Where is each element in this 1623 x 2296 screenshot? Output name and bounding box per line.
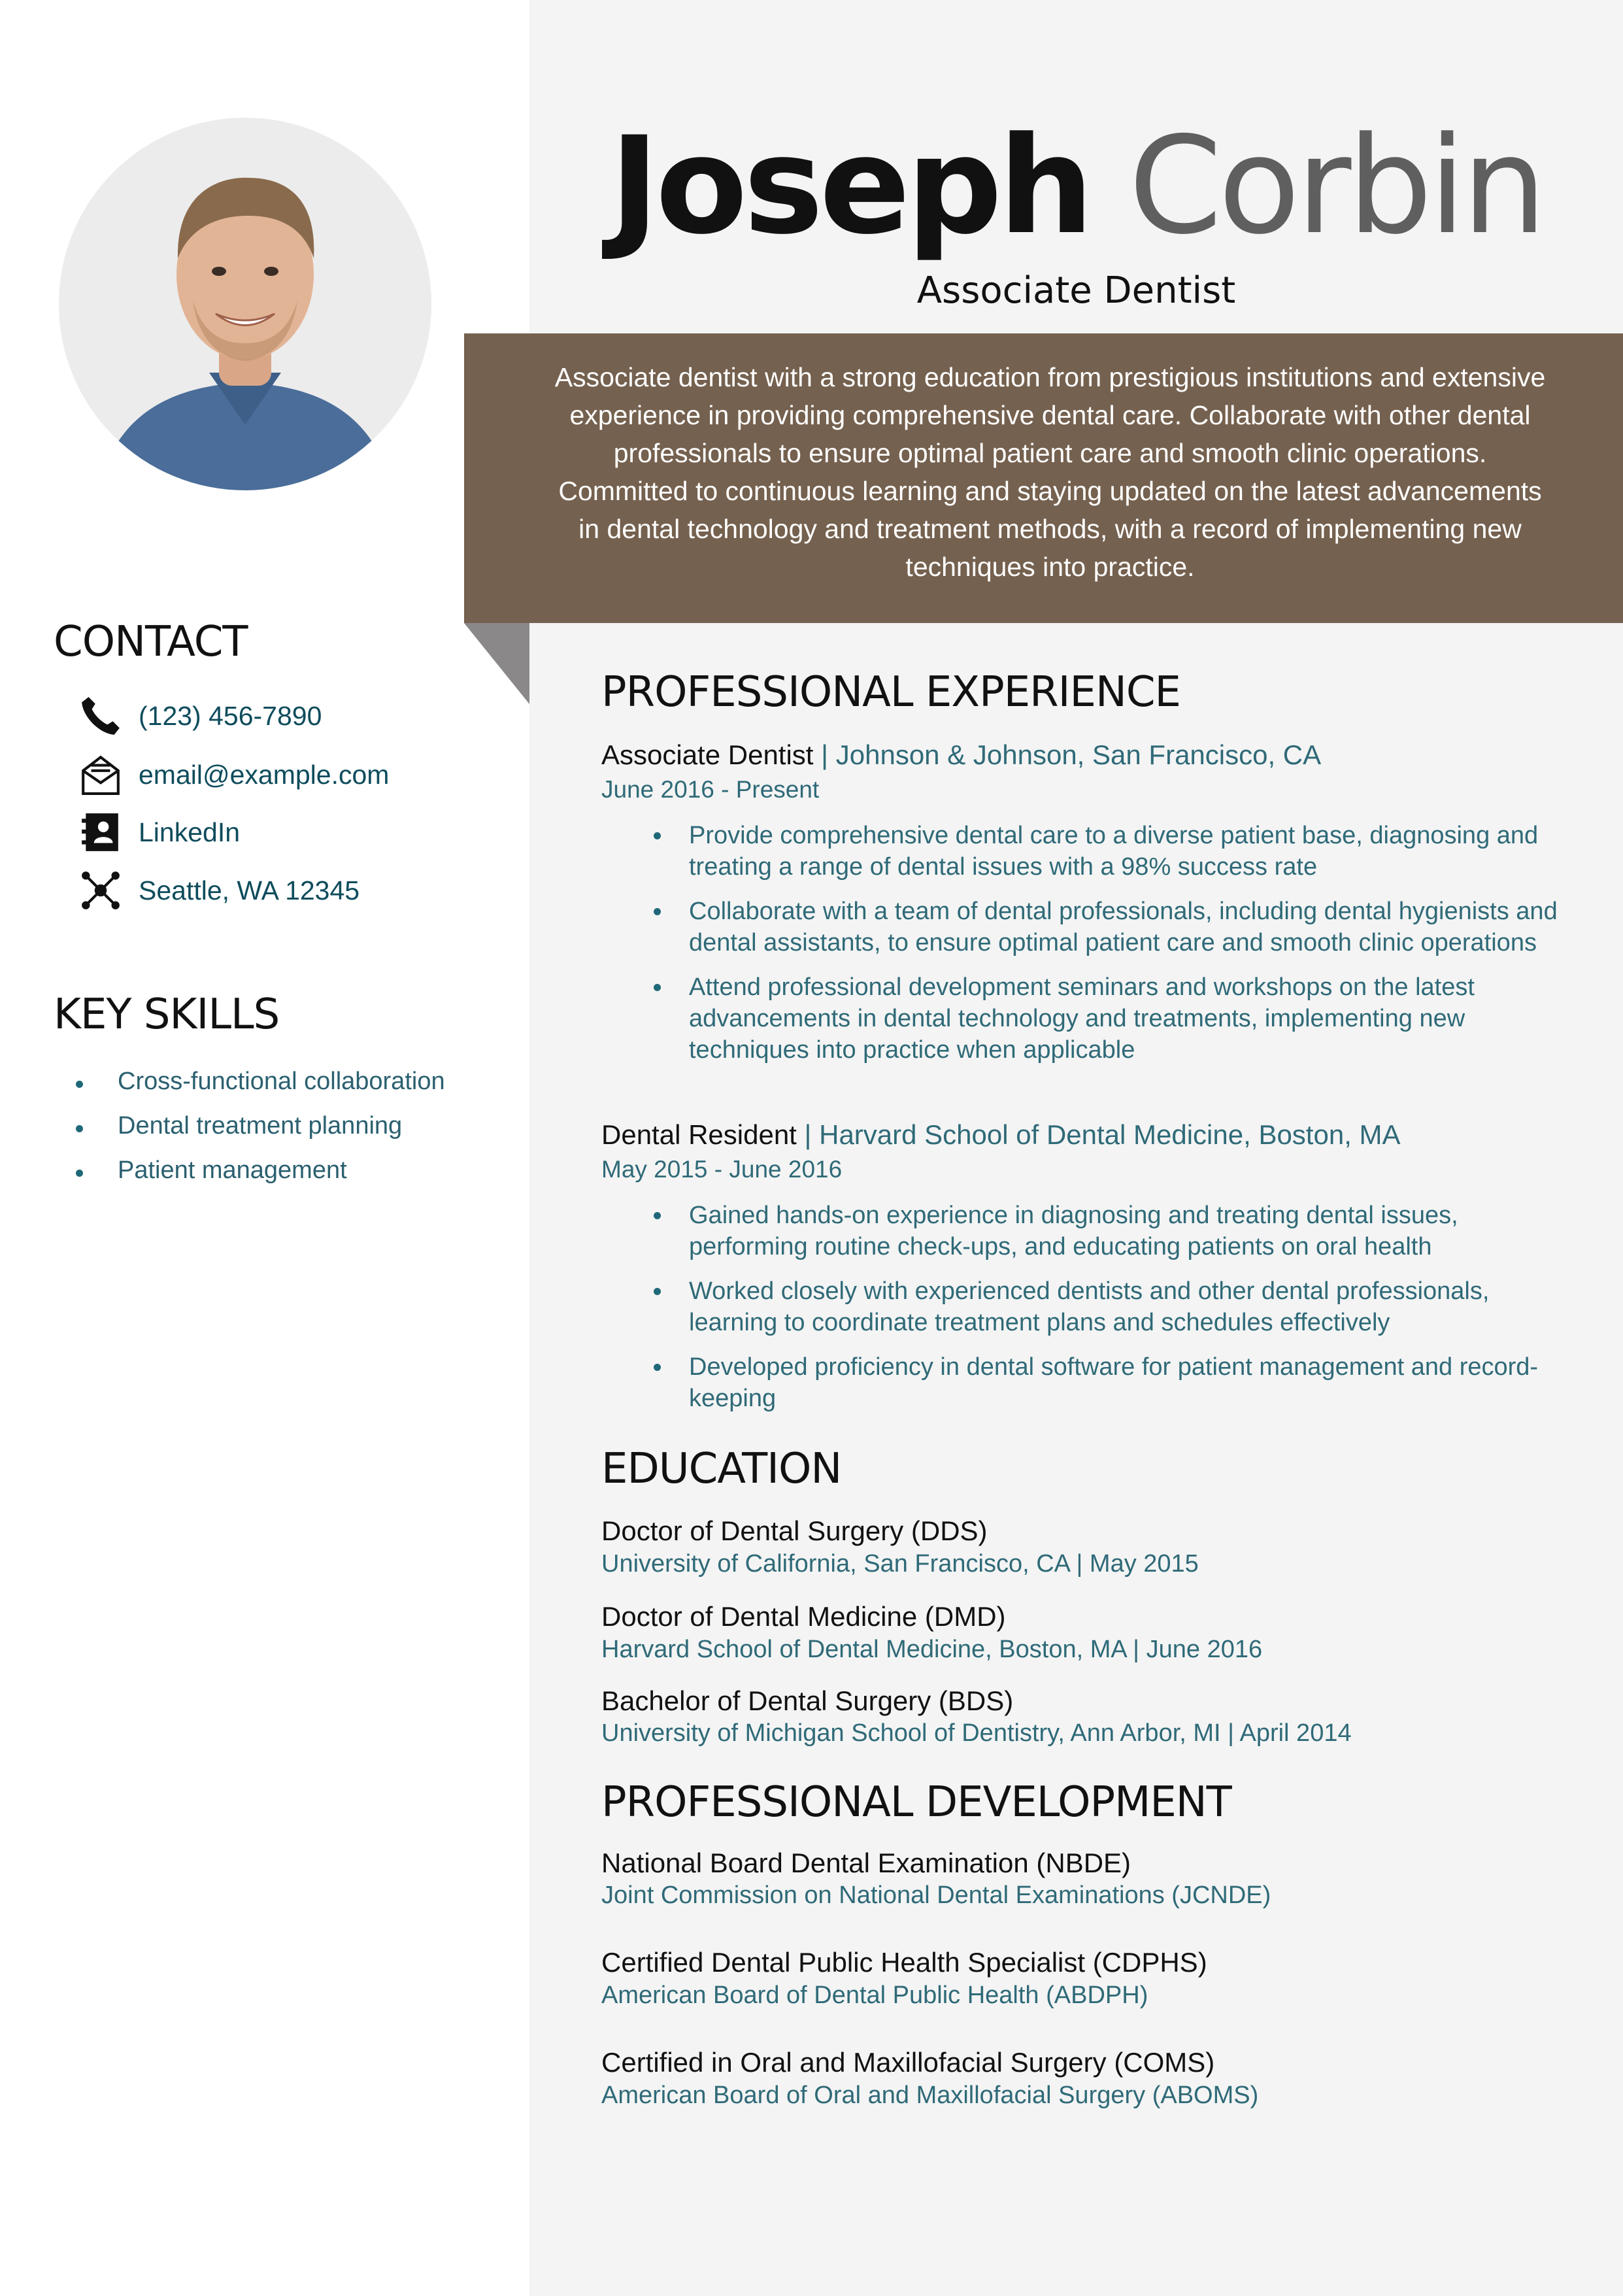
bullet-item: Provide comprehensive dental care to a diverse patient base, diagnosing and treating a range of dental issues with a 98% success rate (601, 820, 1582, 883)
certification-org: American Board of Dental Public Health (ABDPH) (601, 1982, 1148, 2009)
phone-text: (123) 456-7890 (139, 700, 322, 731)
job-role: Associate Dentist (601, 739, 814, 770)
profile-photo (59, 118, 431, 490)
skills-heading: KEY SKILLS (54, 990, 280, 1039)
education-heading: EDUCATION (601, 1445, 842, 1493)
network-icon (77, 867, 124, 914)
job-dates: May 2015 - June 2016 (601, 1156, 843, 1183)
education-degree: Doctor of Dental Medicine (DMD) (601, 1601, 1006, 1632)
job-bullets (601, 1200, 1582, 1427)
summary-band (464, 333, 1623, 623)
envelope-icon (77, 751, 124, 798)
contact-linkedin[interactable] (77, 806, 240, 858)
contact-location[interactable] (77, 864, 360, 917)
job-dates: June 2016 - Present (601, 776, 820, 803)
bullet-item: Worked closely with experienced dentists and other dental professionals, learning to coordinate treatment plans and schedules effectively (601, 1275, 1582, 1338)
name-heading (529, 111, 1623, 262)
job-title-line (601, 737, 1321, 773)
education-degree: Bachelor of Dental Surgery (BDS) (601, 1685, 1014, 1716)
email-text: email@example.com (139, 759, 390, 790)
skill-item: Patient management (77, 1156, 347, 1185)
last-name: Corbin (1128, 109, 1543, 264)
education-degree: Doctor of Dental Surgery (DDS) (601, 1515, 988, 1546)
phone-icon (77, 692, 124, 739)
bullet-item: Attend professional development seminars and workshops on the latest advancements in dental technology and treatments, implementing new techniques into practice when applicable (601, 971, 1582, 1066)
experience-heading: PROFESSIONAL EXPERIENCE (601, 668, 1180, 717)
education-detail: University of California, San Francisco, CA | May 2015 (601, 1550, 1199, 1578)
job-title-line (601, 1117, 1401, 1153)
bullet-item: Collaborate with a team of dental professionals, including dental hygienists and dental assistants, to ensure optimal patient care and smooth clinic operations (601, 896, 1582, 958)
certification-org: American Board of Oral and Maxillofacial Surgery (ABOMS) (601, 2082, 1259, 2109)
job-role: Dental Resident (601, 1119, 797, 1150)
job-bullets (601, 820, 1582, 1079)
education-detail: University of Michigan School of Dentistry, Ann Arbor, MI | April 2014 (601, 1719, 1352, 1747)
linkedin-text: LinkedIn (139, 817, 241, 847)
certification-title: Certified in Oral and Maxillofacial Surgery (COMS) (601, 2047, 1215, 2078)
first-name: Joseph (609, 109, 1090, 264)
contact-email[interactable] (77, 749, 389, 801)
job-org: Johnson & Johnson, San Francisco, CA (835, 739, 1322, 770)
contact-card-icon (77, 809, 124, 856)
education-detail: Harvard School of Dental Medicine, Boston, MA | June 2016 (601, 1636, 1263, 1663)
separator: | (804, 1119, 812, 1150)
ribbon-fold (464, 623, 529, 704)
contact-phone[interactable] (77, 690, 322, 742)
location-text: Seattle, WA 12345 (139, 875, 360, 905)
bullet-item: Gained hands-on experience in diagnosing and treating dental issues, performing routine check-ups, and educating patients on oral health (601, 1200, 1582, 1262)
contact-heading: CONTACT (54, 618, 248, 666)
certification-org: Joint Commission on National Dental Examinations (JCNDE) (601, 1882, 1271, 1909)
job-title: Associate Dentist (916, 269, 1236, 312)
separator: | (821, 739, 829, 770)
development-heading: PROFESSIONAL DEVELOPMENT (601, 1778, 1231, 1827)
skill-item: Dental treatment planning (77, 1112, 402, 1140)
summary-text: Associate dentist with a strong education from prestigious institutions and extensive experience in providing comprehensive dental care. Collaborate with other dental professionals to ensure optimal patient care and smooth clinic operations. Committed to continuous learning and staying updated on the latest advancements in dental technology and treatment methods, with a record of implementing new techniques into practice. (554, 362, 1546, 582)
certification-title: National Board Dental Examination (NBDE) (601, 1848, 1131, 1878)
certification-title: Certified Dental Public Health Specialist (CDPHS) (601, 1947, 1207, 1978)
bullet-item: Developed proficiency in dental software for patient management and record-keeping (601, 1351, 1582, 1414)
job-org: Harvard School of Dental Medicine, Boston, MA (819, 1119, 1401, 1150)
skill-item: Cross-functional collaboration (77, 1068, 445, 1096)
